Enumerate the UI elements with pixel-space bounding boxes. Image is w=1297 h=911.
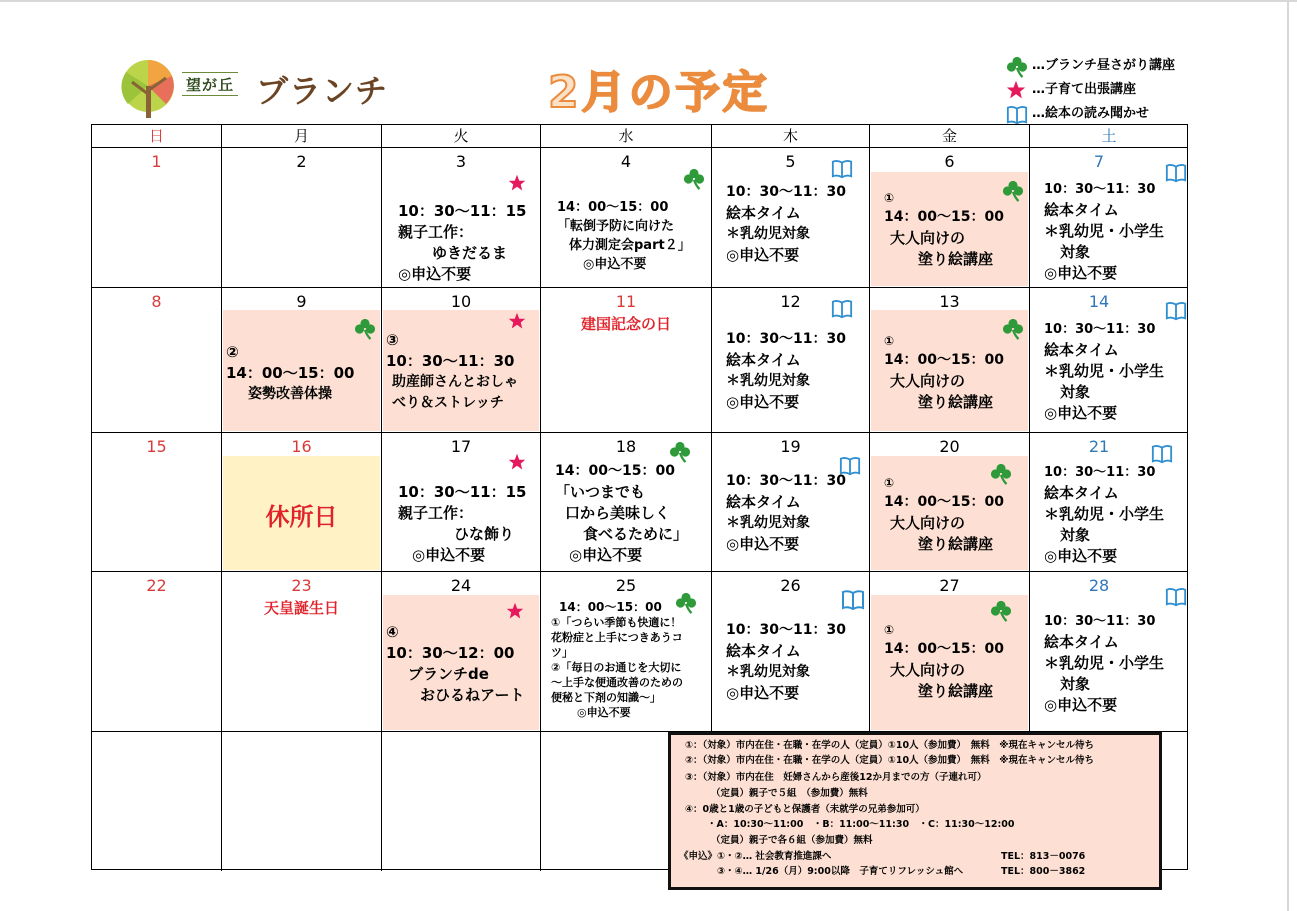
event-text: 絵本タイム [1044, 484, 1119, 502]
day-cell [541, 288, 712, 433]
day-cell-empty [222, 732, 382, 871]
event-note: ◎申込不要 [1044, 404, 1118, 422]
day-number: 18 [615, 437, 637, 456]
day-number: 20 [939, 437, 960, 456]
logo [120, 58, 400, 122]
legend-item-clover [1006, 56, 1175, 80]
day-cell [92, 148, 222, 288]
day-number: 21 [1088, 437, 1110, 456]
event-note: ◎申込不要 [398, 265, 472, 283]
event-text: 姿勢改善体操 [248, 386, 332, 402]
day-cell [712, 433, 870, 572]
event-time: 14：00～15：00 [559, 600, 662, 614]
event [726, 620, 846, 704]
event-marker: ① [884, 623, 895, 637]
event [726, 471, 846, 555]
event-text: 絵本タイム [726, 642, 801, 660]
day-cell [870, 572, 1030, 732]
event-text: ②「毎日のお通じを大切に [551, 661, 682, 674]
right-border-line [1287, 0, 1289, 911]
star-icon [508, 174, 526, 192]
star-icon [508, 453, 526, 471]
event-text: 体力測定会part２」 [569, 238, 691, 253]
event-text: 対象 [1060, 526, 1091, 544]
event [555, 461, 688, 566]
event-time: 14：00～15：00 [226, 364, 355, 382]
event-text: 絵本タイム [1044, 633, 1119, 651]
event-text: 便秘と下剤の知識～」 [551, 691, 661, 704]
note-phone: TEL：813－0076 [1001, 851, 1086, 862]
book-icon [1006, 104, 1028, 126]
event-time: 10：30～11：30 [1044, 614, 1156, 629]
event-text: ＊乳幼児・小学生 [1044, 362, 1165, 380]
event-text: ＊乳幼児対象 [726, 226, 810, 242]
event-time: 10：30～11：15 [398, 483, 527, 501]
day-cell [222, 572, 382, 732]
event [557, 198, 691, 274]
day-cell [222, 148, 382, 288]
note-line: ②：（対象）市内在住・在職・在学の人（定員）①10人（参加費） 無料 ※現在キャンセル待ち [685, 755, 1095, 766]
event-text: 塗り絵講座 [918, 682, 994, 700]
event-note: ◎申込不要 [1044, 547, 1118, 565]
day-number: 12 [780, 292, 801, 311]
event-marker: ① [884, 191, 895, 205]
event-text: 塗り絵講座 [918, 250, 994, 268]
event-time: 14：00～15：00 [884, 352, 1004, 368]
event-time: 10：30～11：30 [726, 473, 846, 489]
star-icon [508, 312, 526, 330]
day-number: 7 [1093, 152, 1105, 171]
weekday-header-sat: 土 [1030, 125, 1188, 148]
event-text: 口から美味しく [565, 504, 671, 522]
event-text: 助産師さんとおしゃ [392, 374, 518, 390]
event-text: 絵本タイム [726, 493, 801, 511]
clover-icon [683, 168, 705, 190]
event-text: 対象 [1060, 243, 1091, 261]
star-icon [506, 602, 524, 620]
event-note: ◎申込不要 [726, 246, 800, 264]
clover-icon [669, 441, 691, 463]
weekday-header-thu: 木 [712, 125, 870, 148]
star-icon [1006, 80, 1026, 100]
event-text: ①「つらい季節も快適に！ [551, 616, 682, 629]
event [398, 482, 527, 566]
event-marker: ④ [386, 623, 399, 641]
event-text: 「転倒予防に向けた [557, 219, 675, 234]
day-cell [541, 572, 712, 732]
legend-label: …ブランチ昼さがり講座 [1032, 58, 1176, 73]
day-number: 24 [450, 576, 472, 595]
event-text: 塗り絵講座 [918, 393, 994, 411]
event-text: べり＆ストレッチ [392, 395, 504, 411]
event [884, 333, 1004, 413]
day-number: 17 [450, 437, 472, 456]
event-time: 14：00～15：00 [884, 641, 1004, 657]
event-text: ＊乳幼児対象 [726, 515, 810, 531]
day-cell [1030, 433, 1188, 572]
event-text: 親子工作： [398, 223, 474, 241]
event-time: 10：30～11：30 [726, 184, 846, 200]
note-line: ③・④… 1/26（月）9:00以降 子育てリフレッシュ館へ [717, 866, 964, 877]
event [1044, 612, 1164, 716]
event-time: 10：30～11：30 [1044, 182, 1156, 197]
event-text: 大人向けの [890, 229, 966, 247]
day-cell [1030, 288, 1188, 433]
event-marker: ③ [386, 331, 399, 349]
day-number: 9 [296, 292, 307, 311]
event-text: ゆきだるま [432, 244, 508, 262]
event-text: 花粉症と上手につきあうコ [551, 631, 683, 644]
event [1044, 180, 1164, 284]
event-time: 10：30～11：30 [386, 352, 515, 370]
event [726, 182, 846, 266]
event-note: ◎申込不要 [412, 546, 486, 564]
event [226, 342, 355, 405]
event-text: ＊乳幼児・小学生 [1044, 222, 1165, 240]
day-number: 19 [780, 437, 801, 456]
tree-logo-icon [120, 60, 178, 118]
day-cell [712, 288, 870, 433]
weekday-header-tue: 火 [382, 125, 541, 148]
event-note: ◎申込不要 [1044, 264, 1118, 282]
legend-label: …絵本の読み聞かせ [1032, 106, 1150, 121]
note-line: ③：（対象）市内在住 妊婦さんから産後12か月までの方（子連れ可） [685, 772, 987, 783]
weekday-header-fri: 金 [870, 125, 1030, 148]
event-time: 14：00～15：00 [884, 494, 1004, 510]
event-note: ◎申込不要 [569, 546, 643, 564]
legend [1006, 56, 1175, 128]
note-line: ・A：10:30～11:00 ・B：11:00～11:30 ・C：11:30～12:00 [707, 819, 1015, 830]
event-text: 親子工作： [398, 504, 474, 522]
day-cell [222, 433, 382, 572]
clover-icon [1006, 56, 1028, 78]
event-text: 対象 [1060, 675, 1091, 693]
note-line: ①：（対象）市内在住・在職・在学の人（定員）①10人（参加費） 無料 ※現在キャンセル待ち [685, 740, 1095, 751]
weekday-header-mon: 月 [222, 125, 382, 148]
day-cell [1030, 148, 1188, 288]
day-number: 11 [615, 292, 637, 311]
weekday-header-wed: 水 [541, 125, 712, 148]
day-number: 25 [615, 576, 637, 595]
day-cell [870, 288, 1030, 433]
day-cell [870, 148, 1030, 288]
notes-box [668, 732, 1162, 890]
event-text: ブランチde [408, 665, 489, 683]
event-time: 10：30～11：15 [398, 202, 527, 220]
day-cell [712, 572, 870, 732]
logo-small-text: 望が丘 [182, 72, 238, 96]
event [551, 600, 683, 720]
day-cell [92, 288, 222, 433]
event-note: ◎申込不要 [726, 393, 800, 411]
day-cell [541, 148, 712, 288]
event [386, 622, 525, 706]
clover-icon [1002, 180, 1024, 202]
day-cell-empty [92, 732, 222, 871]
event-note: ◎申込不要 [1044, 696, 1118, 714]
day-number: 14 [1088, 292, 1110, 311]
event-text: 絵本タイム [1044, 341, 1119, 359]
event-note: ◎申込不要 [726, 535, 800, 553]
day-cell [382, 572, 541, 732]
day-cell-empty [382, 732, 541, 871]
event-text: ＊乳幼児・小学生 [1044, 505, 1165, 523]
event-text: 絵本タイム [726, 204, 801, 222]
event-text: 「いつまでも [555, 483, 646, 501]
event-time: 14：00～15：00 [884, 209, 1004, 225]
day-number: 23 [291, 576, 312, 595]
book-icon [840, 588, 866, 612]
event [1044, 320, 1164, 424]
event-marker: ① [884, 476, 895, 490]
note-line: （定員）親子で５組 （参加費）無料 [711, 788, 868, 799]
event [884, 622, 1004, 702]
day-number: 28 [1088, 576, 1110, 595]
event-text: 食べるために」 [583, 525, 689, 543]
book-icon [1150, 443, 1174, 465]
event-time: 10：30～11：30 [1044, 465, 1156, 480]
event-time: 10：30～11：30 [726, 331, 846, 347]
event-note: ◎申込不要 [577, 706, 631, 719]
day-cell [92, 433, 222, 572]
legend-label: …子育て出張講座 [1032, 82, 1137, 97]
note-phone: TEL：800－3862 [1001, 866, 1086, 877]
day-number: 4 [620, 152, 632, 171]
event-marker: ① [884, 334, 895, 348]
event [398, 201, 527, 285]
event-text: 大人向けの [890, 661, 966, 679]
event-text: 大人向けの [890, 372, 966, 390]
event [726, 329, 846, 413]
event-text: 絵本タイム [1044, 201, 1119, 219]
weekday-header-sun: 日 [92, 125, 222, 148]
note-line: 《申込》①・②… 社会教育推進課へ [679, 851, 832, 862]
note-line: ④：0歳と1歳の子どもと保護者（未就学の兄弟参加可） [685, 804, 925, 815]
event-note: ◎申込不要 [726, 684, 800, 702]
event-text: 塗り絵講座 [918, 535, 994, 553]
day-number: 2 [296, 152, 307, 171]
day-cell [92, 572, 222, 732]
event-text: ～上手な便通改善のための [551, 676, 683, 689]
day-number: 16 [291, 437, 312, 456]
day-number: 1 [151, 152, 162, 171]
day-cell [222, 288, 382, 433]
event-text: ＊乳幼児対象 [726, 373, 810, 389]
legend-item-star [1006, 80, 1175, 104]
clover-icon [990, 600, 1012, 622]
day-number: 26 [780, 576, 801, 595]
event-time: 10：30～11：30 [1044, 322, 1156, 337]
day-cell [1030, 572, 1188, 732]
day-number: 8 [151, 292, 162, 311]
event-text: 対象 [1060, 383, 1091, 401]
event-time: 14：00～15：00 [555, 463, 675, 479]
day-cell [870, 433, 1030, 572]
event-text: 絵本タイム [726, 351, 801, 369]
holiday-label: 天皇誕生日 [263, 599, 339, 617]
book-icon [1164, 586, 1188, 608]
day-cell [382, 148, 541, 288]
day-number: 22 [146, 576, 167, 595]
clover-icon [1002, 318, 1024, 340]
event-text: 大人向けの [890, 514, 966, 532]
closed-day-label: 休所日 [265, 503, 338, 531]
event-time: 14：00～15：00 [557, 200, 669, 215]
event-text: ひな飾り [454, 525, 515, 543]
day-number: 13 [939, 292, 960, 311]
holiday-label: 建国記念の日 [580, 315, 671, 333]
event-note: ◎申込不要 [583, 257, 647, 272]
book-icon [830, 158, 854, 180]
logo-big-text: ブランチ [256, 72, 389, 110]
note-line: （定員）親子で各６組（参加費）無料 [711, 835, 873, 846]
day-cell [382, 288, 541, 433]
day-cell [541, 433, 712, 572]
event [884, 475, 1004, 555]
event [1044, 463, 1164, 567]
book-icon [1164, 162, 1188, 184]
book-icon [830, 298, 854, 320]
event [884, 190, 1004, 270]
day-cell [712, 148, 870, 288]
event-time: 10：30～12：00 [386, 644, 515, 662]
event-text: ツ」 [551, 646, 573, 659]
day-number: 6 [944, 152, 955, 171]
event-marker: ② [226, 343, 239, 361]
day-cell [382, 433, 541, 572]
day-number: 10 [450, 292, 472, 311]
event-text: おひるねアート [420, 686, 525, 704]
book-icon [1164, 300, 1188, 322]
day-number: 27 [939, 576, 960, 595]
top-border-line [0, 0, 1297, 2]
event [386, 330, 518, 414]
day-number: 5 [785, 152, 796, 171]
day-number: 3 [455, 152, 467, 171]
page-title: 2月の予定 [548, 67, 770, 118]
event-text: ＊乳幼児対象 [726, 664, 810, 680]
event-text: ＊乳幼児・小学生 [1044, 654, 1165, 672]
clover-icon [354, 318, 376, 340]
day-number: 15 [146, 437, 167, 456]
event-time: 10：30～11：30 [726, 622, 846, 638]
